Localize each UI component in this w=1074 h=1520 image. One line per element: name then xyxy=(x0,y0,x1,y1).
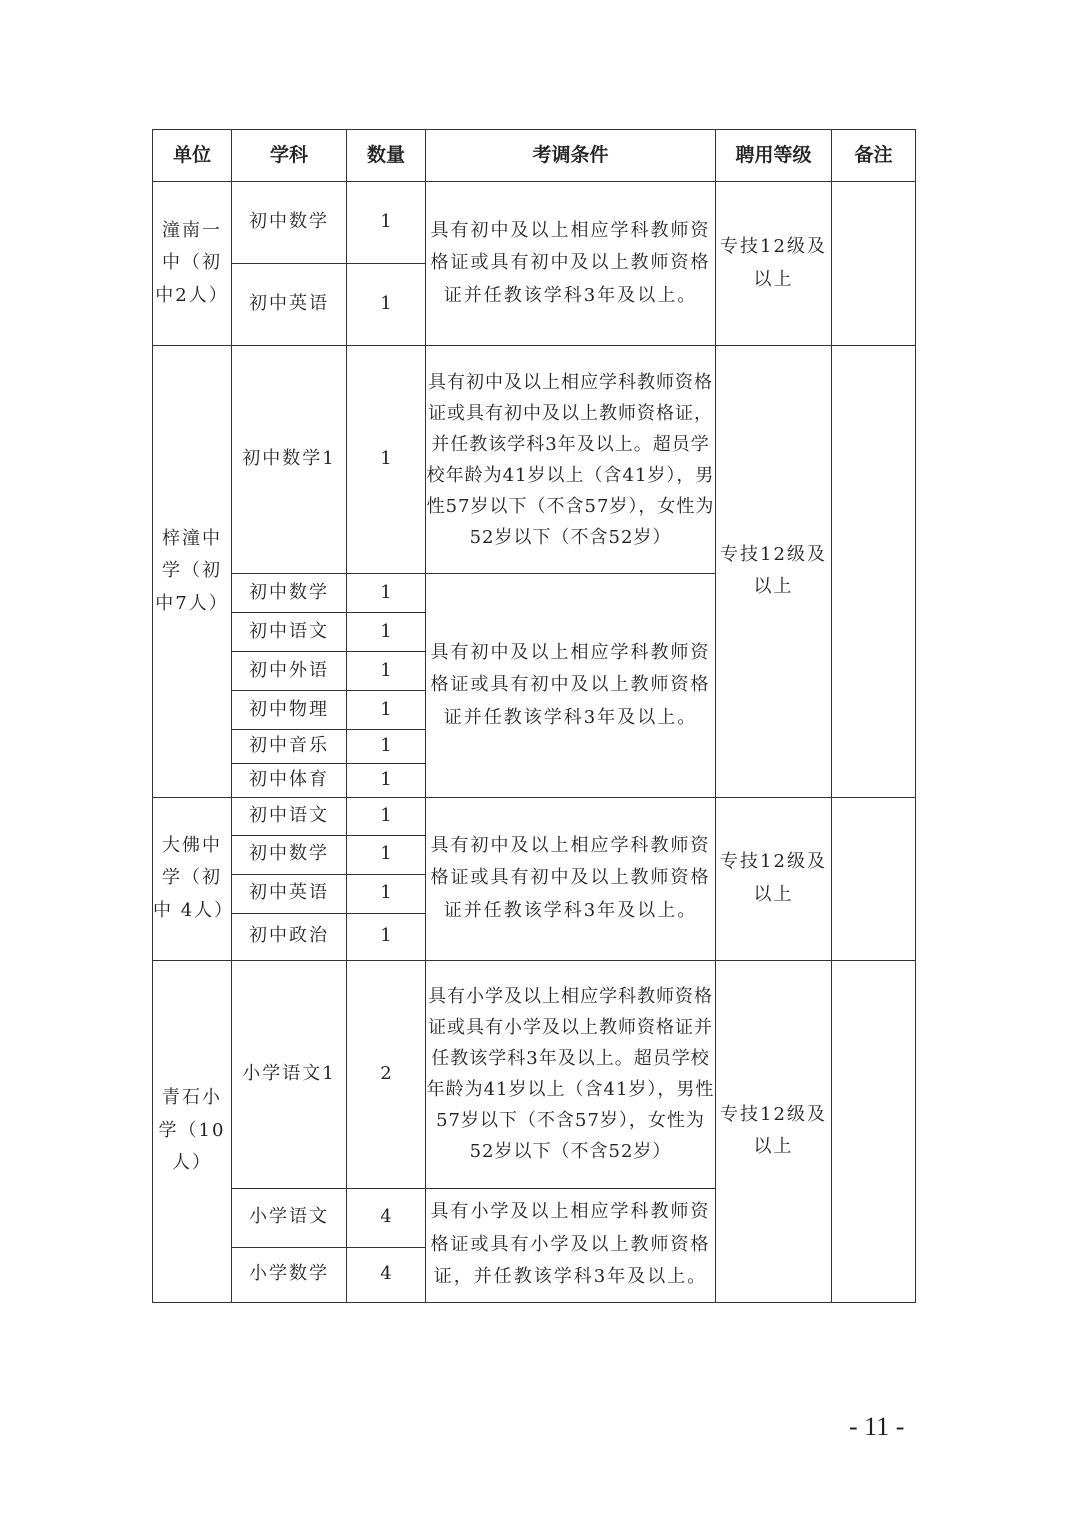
unit-cell: 大佛中学（初中 4人） xyxy=(153,797,232,960)
grade-cell: 专技12级及以上 xyxy=(716,182,832,346)
subject-cell: 小学数学 xyxy=(232,1247,347,1302)
unit-cell: 青石小学（10人） xyxy=(153,960,232,1302)
subject-cell: 初中语文 xyxy=(232,797,347,835)
table-row xyxy=(153,960,916,1188)
remarks-cell xyxy=(832,797,916,960)
header-conditions: 考调条件 xyxy=(426,130,716,182)
remarks-cell xyxy=(832,346,916,798)
unit-cell: 梓潼中学（初中7人） xyxy=(153,346,232,798)
header-count: 数量 xyxy=(347,130,426,182)
count-cell: 1 xyxy=(347,182,426,264)
subject-cell: 小学语文 xyxy=(232,1188,347,1247)
count-cell: 1 xyxy=(347,874,426,913)
subject-cell: 初中数学 xyxy=(232,835,347,874)
header-grade: 聘用等级 xyxy=(716,130,832,182)
subject-cell: 初中体育 xyxy=(232,763,347,797)
header-subject: 学科 xyxy=(232,130,347,182)
subject-cell: 初中数学 xyxy=(232,574,347,613)
count-cell: 1 xyxy=(347,574,426,613)
header-row xyxy=(153,130,916,182)
table-row xyxy=(153,797,916,835)
grade-cell: 专技12级及以上 xyxy=(716,960,832,1302)
count-cell: 1 xyxy=(347,264,426,346)
subject-cell: 初中物理 xyxy=(232,691,347,730)
subject-cell: 初中音乐 xyxy=(232,730,347,764)
count-cell: 1 xyxy=(347,835,426,874)
subject-cell: 初中外语 xyxy=(232,652,347,691)
count-cell: 1 xyxy=(347,913,426,960)
subject-cell: 初中政治 xyxy=(232,913,347,960)
table-row xyxy=(153,346,916,574)
count-cell: 1 xyxy=(347,730,426,764)
count-cell: 1 xyxy=(347,652,426,691)
unit-cell: 潼南一中（初中2人） xyxy=(153,182,232,346)
conditions-cell: 具有小学及以上相应学科教师资格证或具有小学及以上教师资格证并任教该学科3年及以上。超员学校年龄为41岁以上（含41岁），男性57岁以下（不含57岁），女性为52岁以下（不含52岁） xyxy=(426,960,716,1188)
subject-cell: 初中英语 xyxy=(232,874,347,913)
count-cell: 4 xyxy=(347,1247,426,1302)
conditions-cell: 具有初中及以上相应学科教师资格证或具有初中及以上教师资格证并任教该学科3年及以上。 xyxy=(426,182,716,346)
subject-cell: 小学语文1 xyxy=(232,960,347,1188)
count-cell: 4 xyxy=(347,1188,426,1247)
count-cell: 1 xyxy=(347,691,426,730)
subject-cell: 初中英语 xyxy=(232,264,347,346)
count-cell: 1 xyxy=(347,763,426,797)
conditions-cell: 具有初中及以上相应学科教师资格证或具有初中及以上教师资格证并任教该学科3年及以上。 xyxy=(426,797,716,960)
count-cell: 1 xyxy=(347,346,426,574)
remarks-cell xyxy=(832,182,916,346)
recruitment-table xyxy=(152,129,916,1303)
conditions-cell: 具有小学及以上相应学科教师资格证或具有小学及以上教师资格证，并任教该学科3年及以上。 xyxy=(426,1188,716,1302)
count-cell: 1 xyxy=(347,797,426,835)
table-row xyxy=(153,182,916,264)
page-number: - 11 - xyxy=(849,1412,905,1441)
grade-cell: 专技12级及以上 xyxy=(716,346,832,798)
subject-cell: 初中数学 xyxy=(232,182,347,264)
header-unit: 单位 xyxy=(153,130,232,182)
header-remarks: 备注 xyxy=(832,130,916,182)
remarks-cell xyxy=(832,960,916,1302)
subject-cell: 初中语文 xyxy=(232,613,347,652)
grade-cell: 专技12级及以上 xyxy=(716,797,832,960)
conditions-cell: 具有初中及以上相应学科教师资格证或具有初中及以上教师资格证并任教该学科3年及以上。 xyxy=(426,574,716,798)
conditions-cell: 具有初中及以上相应学科教师资格证或具有初中及以上教师资格证，并任教该学科3年及以上。超员学校年龄为41岁以上（含41岁），男性57岁以下（不含57岁），女性为52岁以下（不含52岁） xyxy=(426,346,716,574)
count-cell: 2 xyxy=(347,960,426,1188)
subject-cell: 初中数学1 xyxy=(232,346,347,574)
count-cell: 1 xyxy=(347,613,426,652)
